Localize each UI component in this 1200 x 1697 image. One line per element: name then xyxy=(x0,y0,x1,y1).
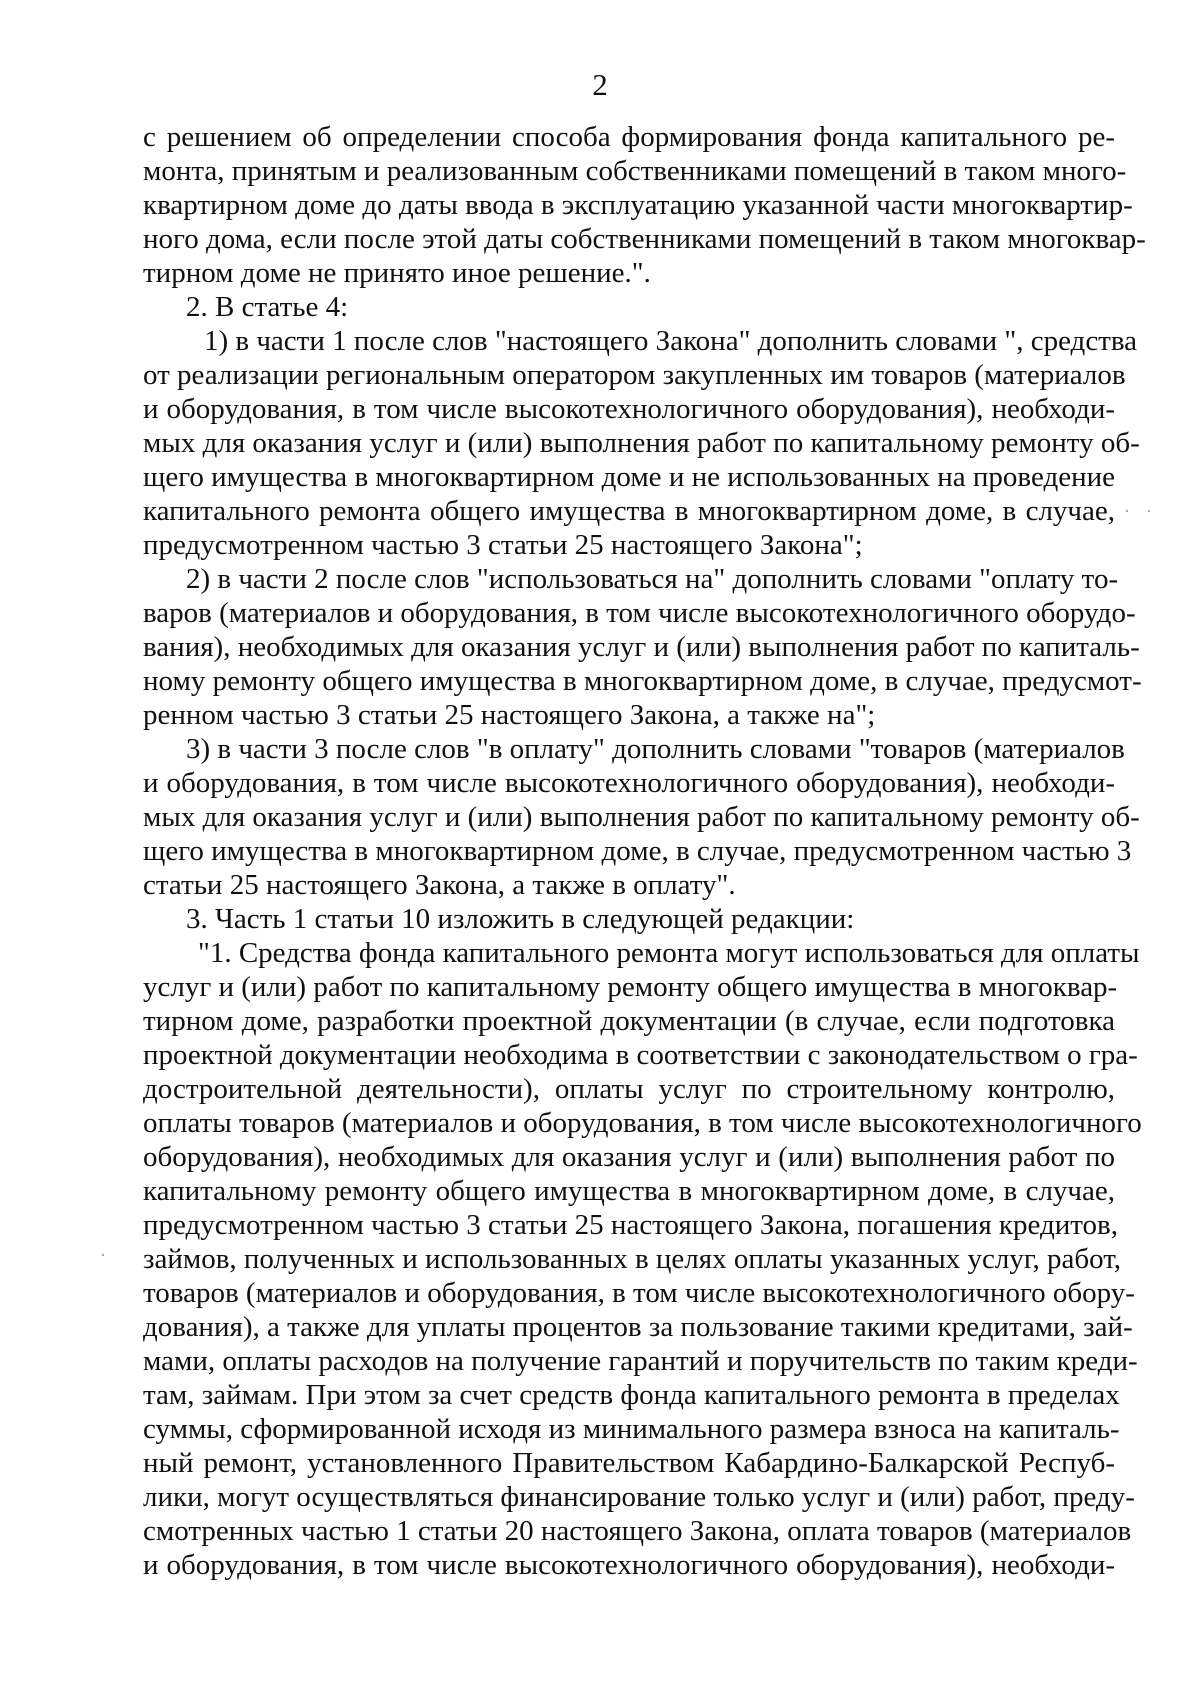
text-line: ного дома, если после этой даты собственниками помещений в таком многоквар- xyxy=(143,223,1146,255)
margin-dot-mark: · xyxy=(1146,501,1152,521)
text-line: предусмотренном частью 3 статьи 25 настоящего Закона"; xyxy=(143,529,863,561)
text-line: товаров (материалов и оборудования, в том числе высокотехнологичного обору- xyxy=(143,1277,1135,1309)
text-line: и оборудования, в том числе высокотехнологичного оборудования), необходи- xyxy=(143,767,1115,799)
margin-dot-mark: · xyxy=(1124,501,1130,521)
text-line: проектной документации необходима в соответствии с законодательством о гра- xyxy=(143,1039,1138,1071)
text-line: мами, оплаты расходов на получение гарантий и поручительств по таким креди- xyxy=(143,1345,1138,1377)
text-line: 3. Часть 1 статьи 10 изложить в следующей редакции: xyxy=(186,903,855,935)
text-line: ный ремонт, установленного Правительством Кабардино-Балкарской Респуб- xyxy=(143,1447,1115,1479)
text-line: займов, полученных и использованных в целях оплаты указанных услуг, работ, xyxy=(143,1243,1121,1275)
text-line: от реализации региональным оператором закупленных им товаров (материалов xyxy=(143,359,1126,391)
text-line: смотренных частью 1 статьи 20 настоящего Закона, оплата товаров (материалов xyxy=(143,1515,1132,1547)
text-line: услуг и (или) работ по капитальному ремонту общего имущества в многоквар- xyxy=(143,971,1118,1003)
text-line: квартирном доме до даты ввода в эксплуатацию указанной части многоквартир- xyxy=(143,189,1133,221)
text-line: оплаты товаров (материалов и оборудования, в том числе высокотехнологичного xyxy=(143,1107,1142,1139)
text-line: варов (материалов и оборудования, в том числе высокотехнологичного оборудо- xyxy=(143,597,1136,629)
margin-dot-mark: · xyxy=(100,1245,106,1265)
text-line: лики, могут осуществляться финансирование только услуг и (или) работ, преду- xyxy=(143,1481,1135,1513)
text-line: 1) в части 1 после слов "настоящего Закона" дополнить словами ", средства xyxy=(204,325,1138,357)
page-number: 2 xyxy=(592,67,608,102)
text-line: и оборудования, в том числе высокотехнологичного оборудования), необходи- xyxy=(143,393,1115,425)
text-line: и оборудования, в том числе высокотехнологичного оборудования), необходи- xyxy=(143,1549,1115,1581)
text-line: ному ремонту общего имущества в многоквартирном доме, в случае, предусмот- xyxy=(143,665,1142,697)
text-line: щего имущества в многоквартирном доме, в случае, предусмотренном частью 3 xyxy=(143,835,1132,867)
text-line: "1. Средства фонда капитального ремонта могут использоваться для оплаты xyxy=(198,937,1140,969)
text-line: щего имущества в многоквартирном доме и не использованных на проведение xyxy=(143,461,1115,493)
text-line: статьи 25 настоящего Закона, а также в оплату". xyxy=(143,869,736,901)
text-line: 3) в части 3 после слов "в оплату" дополнить словами "товаров (материалов xyxy=(186,733,1125,765)
text-line: вания), необходимых для оказания услуг и (или) выполнения работ по капиталь- xyxy=(143,631,1140,663)
text-line: 2) в части 2 после слов "использоваться на" дополнить словами "оплату то- xyxy=(186,563,1119,595)
text-line: с решением об определении способа формирования фонда капитального ре- xyxy=(143,121,1115,153)
text-line: мых для оказания услуг и (или) выполнения работ по капитальному ремонту об- xyxy=(143,427,1140,459)
text-line: достроительной деятельности), оплаты услуг по строительному контролю, xyxy=(143,1073,1115,1105)
text-line: тирном доме, разработки проектной документации (в случае, если подготовка xyxy=(143,1005,1115,1037)
text-line: оборудования), необходимых для оказания услуг и (или) выполнения работ по xyxy=(143,1141,1115,1173)
text-line: предусмотренном частью 3 статьи 25 настоящего Закона, погашения кредитов, xyxy=(143,1209,1118,1241)
text-line: дования), а также для уплаты процентов за пользование такими кредитами, зай- xyxy=(143,1311,1133,1343)
text-line: монта, принятым и реализованным собственниками помещений в таком много- xyxy=(143,155,1127,187)
text-line: 2. В статье 4: xyxy=(186,291,349,323)
text-line: мых для оказания услуг и (или) выполнения работ по капитальному ремонту об- xyxy=(143,801,1140,833)
text-line: ренном частью 3 статьи 25 настоящего Закона, а также на"; xyxy=(143,699,876,731)
text-line: капитальному ремонту общего имущества в многоквартирном доме, в случае, xyxy=(143,1175,1115,1207)
text-line: суммы, сформированной исходя из минимального размера взноса на капиталь- xyxy=(143,1413,1120,1445)
text-line: капитального ремонта общего имущества в многоквартирном доме, в случае, xyxy=(143,495,1115,527)
text-line: там, займам. При этом за счет средств фонда капитального ремонта в пределах xyxy=(143,1379,1120,1411)
text-line: тирном доме не принято иное решение.". xyxy=(143,257,651,289)
